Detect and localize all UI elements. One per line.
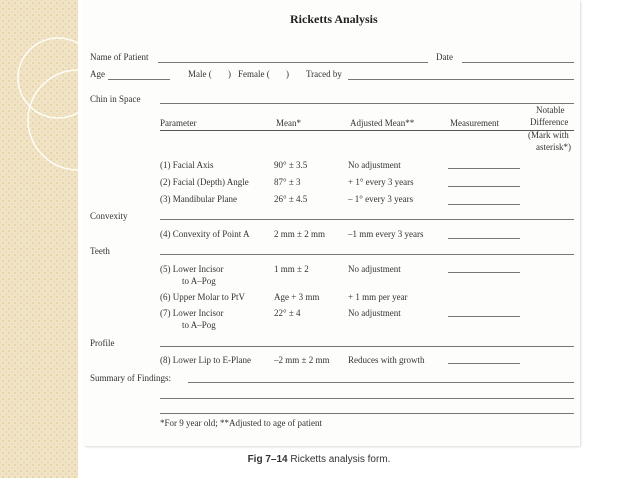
row-6-adjusted: + 1 mm per year: [348, 292, 408, 302]
row-7-parameter: (7) Lower Incisor: [160, 308, 224, 318]
footnote: *For 9 year old; **Adjusted to age of patient: [160, 418, 322, 428]
header-rule: [160, 130, 574, 131]
row-4-measurement-field[interactable]: [448, 238, 520, 239]
row-7-adjusted: No adjustment: [348, 308, 401, 318]
row-7-parameter-2: to A–Pog: [182, 320, 216, 330]
row-8-measurement-field[interactable]: [448, 363, 520, 364]
age-field[interactable]: [108, 79, 170, 80]
name-of-patient-field[interactable]: [158, 62, 428, 63]
figure-caption: [0, 454, 638, 465]
row-3-adjusted: – 1° every 3 years: [348, 194, 414, 204]
summary-line-1[interactable]: [188, 382, 574, 383]
name-of-patient-label: Name of Patient: [90, 52, 149, 62]
female-label: Female (: [238, 69, 270, 79]
teeth-rule: [160, 254, 574, 255]
row-5-parameter: (5) Lower Incisor: [160, 264, 224, 274]
summary-line-2[interactable]: [160, 398, 574, 399]
row-5-mean: 1 mm ± 2: [274, 264, 309, 274]
row-3-parameter: (3) Mandibular Plane: [160, 194, 237, 204]
row-3-measurement-field[interactable]: [448, 204, 520, 205]
row-3-mean: 26° ± 4.5: [274, 194, 308, 204]
row-6-mean: Age + 3 mm: [274, 292, 320, 302]
row-2-mean: 87° ± 3: [274, 177, 301, 187]
header-mean: Mean*: [276, 118, 301, 128]
traced-by-label: Traced by: [306, 69, 342, 79]
row-2-parameter: (2) Facial (Depth) Angle: [160, 177, 249, 187]
summary-line-3[interactable]: [160, 413, 574, 414]
profile-rule: [160, 346, 574, 347]
date-label: Date: [436, 52, 453, 62]
row-1-parameter: (1) Facial Axis: [160, 160, 214, 170]
date-field[interactable]: [462, 62, 574, 63]
figure-number: Fig 7–14: [247, 454, 288, 465]
row-7-measurement-field[interactable]: [448, 316, 520, 317]
header-notable-1: Notable: [536, 105, 565, 115]
age-label: Age: [90, 69, 105, 79]
summary-of-findings-label: Summary of Findings:: [90, 373, 172, 383]
row-1-mean: 90° ± 3.5: [274, 160, 308, 170]
chin-in-space-rule: [160, 103, 574, 104]
row-2-adjusted: + 1° every 3 years: [348, 177, 414, 187]
header-notable-4: asterisk*): [536, 142, 571, 152]
row-2-measurement-field[interactable]: [448, 186, 520, 187]
section-chin-in-space: Chin in Space: [90, 94, 141, 104]
header-parameter: Parameter: [160, 118, 197, 128]
row-5-adjusted: No adjustment: [348, 264, 401, 274]
ricketts-analysis-form: [84, 0, 580, 446]
row-4-mean: 2 mm ± 2 mm: [274, 229, 325, 239]
female-checkbox[interactable]: ): [286, 69, 289, 79]
row-6-parameter: (6) Upper Molar to PtV: [160, 292, 245, 302]
row-7-mean: 22° ± 4: [274, 308, 301, 318]
header-notable-3: (Mark with: [528, 130, 569, 140]
male-checkbox[interactable]: ): [228, 69, 231, 79]
row-4-adjusted: –1 mm every 3 years: [348, 229, 424, 239]
row-1-measurement-field[interactable]: [448, 168, 520, 169]
section-convexity: Convexity: [90, 211, 128, 221]
row-5-parameter-2: to A–Pog: [182, 276, 216, 286]
row-4-parameter: (4) Convexity of Point A: [160, 229, 250, 239]
convexity-rule: [160, 219, 574, 220]
row-8-parameter: (8) Lower Lip to E-Plane: [160, 355, 251, 365]
row-8-mean: –2 mm ± 2 mm: [274, 355, 330, 365]
section-teeth: Teeth: [90, 246, 110, 256]
traced-by-field[interactable]: [348, 79, 574, 80]
header-adjusted-mean: Adjusted Mean**: [350, 118, 415, 128]
section-profile: Profile: [90, 338, 115, 348]
row-8-adjusted: Reduces with growth: [348, 355, 425, 365]
form-title: Ricketts Analysis: [290, 12, 378, 26]
header-measurement: Measurement: [450, 118, 499, 128]
figure-caption-text: Ricketts analysis form.: [290, 454, 391, 465]
header-notable-2: Difference: [530, 117, 569, 127]
row-5-measurement-field[interactable]: [448, 272, 520, 273]
male-label: Male (: [188, 69, 212, 79]
row-1-adjusted: No adjustment: [348, 160, 401, 170]
